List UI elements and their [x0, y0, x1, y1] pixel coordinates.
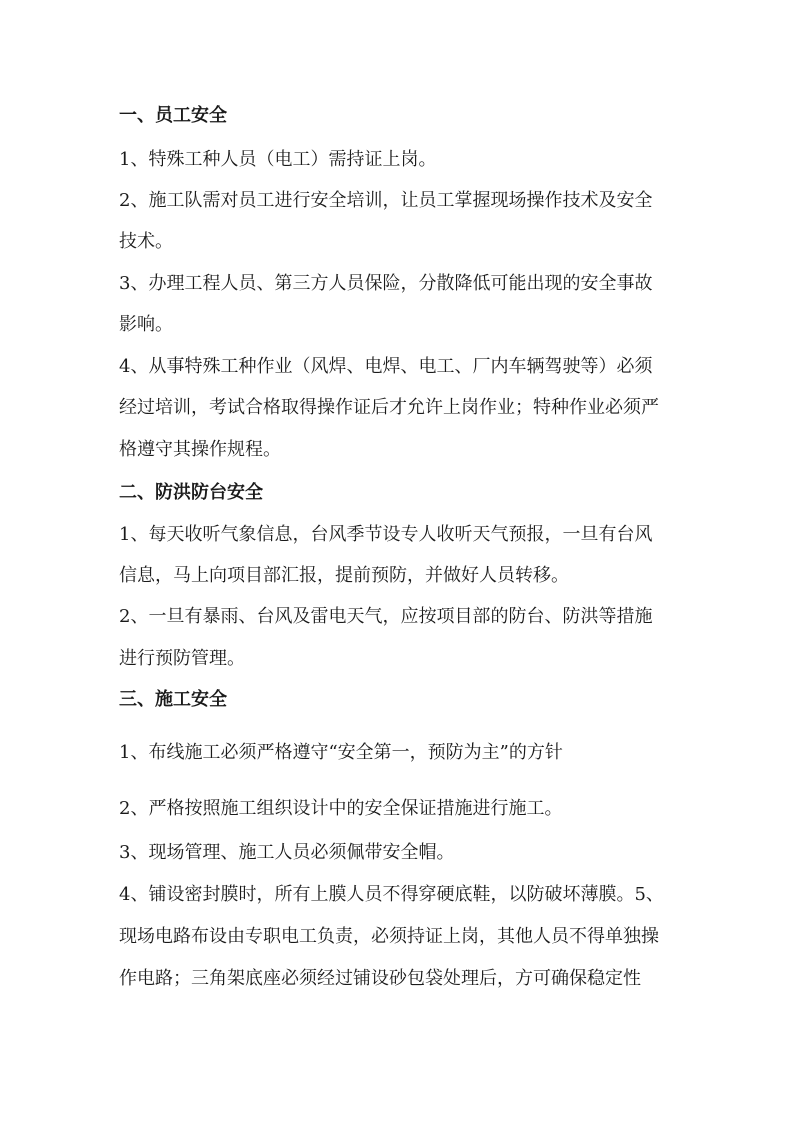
paragraph-line: 进行预防管理。: [119, 648, 245, 669]
paragraph-line: 2、施工队需对员工进行安全培训，让员工掌握现场操作技术及安全: [119, 190, 653, 211]
paragraph-line: 1、每天收听气象信息，台风季节设专人收听天气预报，一旦有台风: [119, 524, 653, 545]
section-heading-construction-safety: 三、施工安全: [119, 689, 227, 710]
paragraph-line: 现场电路布设由专职电工负责，必须持证上岗，其他人员不得单独操: [119, 926, 659, 947]
paragraph-line: 3、办理工程人员、第三方人员保险，分散降低可能出现的安全事故: [119, 273, 653, 294]
paragraph-line: 3、现场管理、施工人员必须佩带安全帽。: [119, 842, 455, 863]
paragraph-line: 1、特殊工种人员（电工）需持证上岗。: [119, 149, 437, 170]
section-heading-flood-typhoon-safety: 二、防洪防台安全: [119, 482, 263, 503]
paragraph-line: 技术。: [119, 231, 173, 252]
paragraph-line: 1、布线施工必须严格遵守“安全第一，预防为主”的方针: [119, 742, 563, 763]
section-heading-employee-safety: 一、员工安全: [119, 105, 227, 126]
paragraph-line: 4、从事特殊工种作业（风焊、电焊、电工、厂内车辆驾驶等）必须: [119, 356, 653, 377]
paragraph-line: 影响。: [119, 314, 173, 335]
paragraph-line: 作电路；三角架底座必须经过铺设砂包袋处理后，方可确保稳定性: [119, 968, 641, 989]
paragraph-line: 2、严格按照施工组织设计中的安全保证措施进行施工。: [119, 798, 563, 819]
paragraph-line: 2、一旦有暴雨、台风及雷电天气，应按项目部的防台、防洪等措施: [119, 606, 653, 627]
paragraph-line: 信息，马上向项目部汇报，提前预防，并做好人员转移。: [119, 565, 569, 586]
paragraph-line: 4、铺设密封膜时，所有上膜人员不得穿硬底鞋，以防破坏薄膜。5、: [119, 884, 664, 905]
paragraph-line: 格遵守其操作规程。: [119, 439, 281, 460]
paragraph-line: 经过培训，考试合格取得操作证后才允许上岗作业；特种作业必须严: [119, 397, 659, 418]
